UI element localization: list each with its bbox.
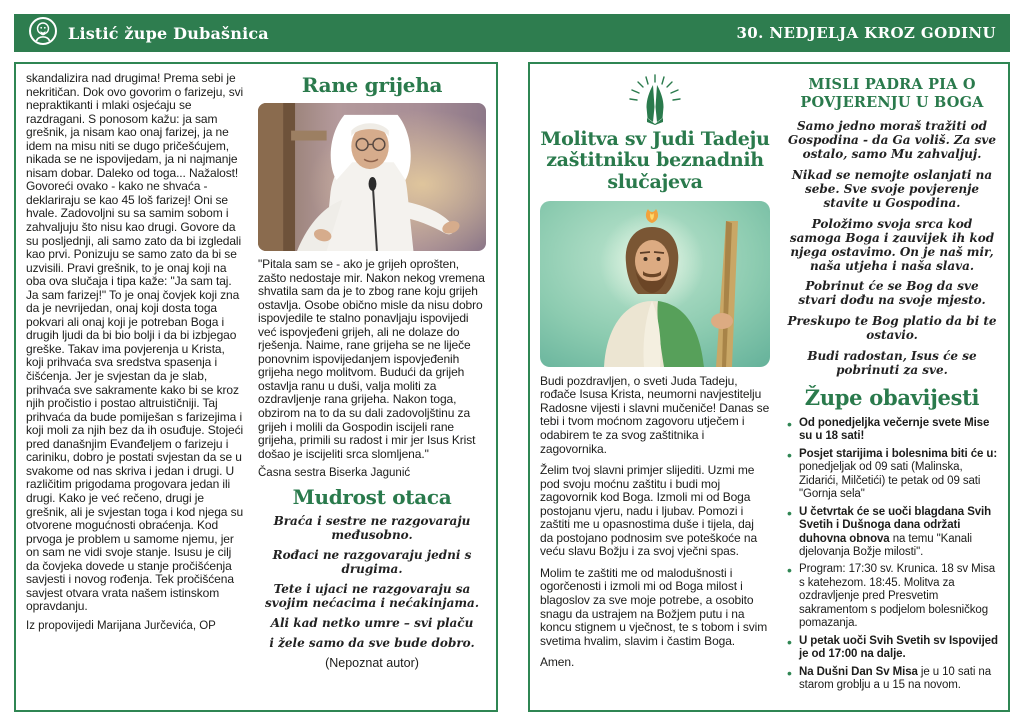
header-bar [14, 14, 1010, 52]
wisdom-line: Braća i sestre ne razgovaraju međusobno. [273, 514, 471, 543]
sunday-title: 30. NEDJELJA KROZ GODINU [736, 24, 996, 42]
padre-pio-quote: Pobrinut će se Bog da sve stvari dođu na svoje mjesto. [798, 279, 986, 308]
parish-saint-logo-icon [28, 16, 58, 51]
announcement-list [786, 417, 998, 693]
padre-pio-quote: Budi radostan, Isus će se pobrinuti za sve. [807, 349, 977, 377]
wisdom-author: (Nepoznat autor) [325, 656, 419, 671]
wisdom-line: Ali kad netko umre – svi plaču [270, 615, 474, 630]
sermon-column [26, 72, 244, 702]
padre-pio-quote: Preskupo te Bog platio da bi te ostavio. [787, 314, 997, 343]
announcement-item: • Na Dušni Dan Sv Misa je u 10 sati na starom groblju a u 15 na novom. [799, 666, 998, 693]
padre-pio-quote: Nikad se nemojte oslanjati na sebe. Sve svoje povjerenje stavite u Gospodina. [791, 168, 993, 210]
prayer-paragraph: Želim tvoj slavni primjer slijediti. Uzmi me pod svoju moćnu zaštitu i budi moj zagovornik kod Boga. Izmoli mi od Boga postojanu vjeru, nadu i ljubav. Pomozi i zaštiti me u opasnostima duše i tijela, daj da postojano podnosim sve poteškoće na veću slavu Božju i za svoj vječni spas. [540, 463, 758, 559]
padre-pio-title: MISLI PADRA PIA O POVJERENJU U BOGA [800, 76, 984, 111]
notices-column [786, 72, 998, 702]
sermon-attribution: Iz propovijedi Marijana Jurčevića, OP [26, 619, 216, 632]
section-title-zupe-obavijesti: Župe obavijesti [804, 384, 980, 410]
announcement-item: • Program: 17:30 sv. Krunica. 18 sv Misa s katehezom. 18:45. Molitva za ozdravljenje pred Presvetim sakramentom s podjelom bolesničkog pomazanja. [799, 563, 998, 630]
nun-photo [258, 103, 486, 251]
prayer-title: Molitva sv Judi Tadeju zaštitniku beznadnih slučajeva [540, 128, 770, 193]
wisdom-line: Rođaci ne razgovaraju jedni s drugima. [272, 548, 472, 576]
prayer-paragraph: Molim te zaštiti me od malodušnosti i ogorčenosti i izmoli mi od Boga milost i blagoslov za sve moje potrebe, a osobito snagu da ustrajem na Božjem putu i na koncu stignem u vječnost, te s tobom i svim svetima hvalim, slavim i častim Boga. [540, 565, 768, 648]
wisdom-line: i žele samo da sve bude dobro. [269, 635, 475, 650]
sermon-text: skandalizira nad drugima! Prema sebi je nekritičan. Dok ovo govorim o farizeju, svi nepraktikanti i mlaki osjećaju se razdragani. S ponosom kažu: ja sam grešnik, ja nisam kao onaj farizej, ja ne idem na misu niti se dugo pričešćujem, nikada se ne ispovijedam, ja ni najmanje nisam dobar. Daleko od toga... Nažalost! Govoreći ovako - kako ne shvaća - deklariraju se kao 45 loš farizej! Oni se hvale. Zadovoljni su sa samim sobom i zahvaljuju što nisu kao drugi. Govore da su posljednji, ali samo zato da bi izgledali kao prvi. Ponizuju se samo zato da bi se uzvisili. Pravi grešnik, to je onaj koji na oba ova slučaja i tipa kaže: "Ja sam taj. Ja sam farizej!" To je onaj čovjek koji zna da je nevrijedan, onaj koji dosta toga pokvari ali onaj koji je potreban Boga i drugih ljudi da bi bio bolji i da bi izbjegao greške. Takav ima povjerenja u Krista, koji prihvaća sva sredstva spasenja i čišćenja. Jer je svjestan da je slab, prihvaća sve sakramente kako bi se kroz njih pročistio i postao altruističniji. Taj prihvaća da bude pomiješan s farizejima i koji moli za njih bez da ih osuđuje. Stojeći pred današnjim Evanđeljem o farizeju i cariniku, dobro je postati svjestan da se u svakome od nas skriva i jedan i drugi. U različitim prigodama progovara jedan ili drugi. Kako je već rečeno, drugi je grešnik, ali je svjestan toga i kod njega su otvorene mogućnosti obraćenja. Kod prvoga je problem u samome njemu, jer on sam ne vidi svoje stanje. Isusu je cilj da čovjeka dovede u stanje pročišćenja savjesti i novog rođenja. Tek pročišćena savjest otvara vrata našem istinskom opravdanju. [26, 71, 244, 614]
section-title-mudrost-otaca: Mudrost otaca [292, 485, 452, 510]
st-jude-image [540, 201, 770, 367]
announcement-item: • Posjet starijima i bolesnima biti će u: ponedjeljak od 09 sati (Malinska, Zidarići, Milčetići) te petak od 09 sati "Gornja sela" [799, 448, 998, 502]
announcement-item: • U četvrtak će se uoči blagdana Svih Svetih i Dušnoga dana održati duhovna obnova na temu "Kanali djelovanja Božje milosti". [799, 506, 998, 560]
wisdom-line: Tete i ujaci ne razgovaraju sa svojim nećacima i nećakinjama. [264, 581, 479, 610]
praying-hands-icon [540, 73, 770, 125]
announcement-item: • U petak uoči Svih Svetih sv Ispovijed je od 17:00 na dalje. [799, 635, 998, 662]
prayer-paragraph: Budi pozdravljen, o sveti Juda Tadeju, rođače Isusa Krista, neumorni navjestitelju Radosne vijesti i slavni mučeniče! Danas se tebi i tvom moćnom zagovoru utječem i odabirem te za svog zaštitnika i zagovornika. [540, 373, 770, 456]
announcement-item: • Od ponedjeljka večernje svete Mise su u 18 sati! [799, 417, 998, 444]
prayer-column [540, 72, 770, 702]
brand [28, 16, 269, 51]
prayer-amen: Amen. [540, 655, 575, 670]
section-title-rane-grijeha: Rane grijeha [301, 73, 443, 97]
right-page [528, 62, 1010, 712]
padre-pio-quote: Samo jedno moraš tražiti od Gospodina - da Ga voliš. Za sve ostalo, samo Mu zahvaljuj. [787, 119, 996, 162]
bulletin-title: Listić župe Dubašnica [68, 23, 269, 43]
padre-pio-quote: Položimo svoja srca kod samoga Boga i zauvijek ih kod njega ostavimo. On je naš mir, naša utjeha i naša slava. [789, 216, 995, 273]
nun-attribution: Časna sestra Biserka Jagunić [258, 467, 411, 480]
wounds-of-sin-column [258, 72, 486, 702]
nun-quote-text: "Pitala sam se - ako je grijeh oprošten, zašto nedostaje mir. Nakon nekog vremena shvatila sam da je to zbog rane koju grijeh ostavlja. Osobe obično misle da nisu dobro ispovjedile te stalno ponavljaju ispovijedi već ispovjeđeni grijeh, ali ne dolaze do rješenja. Naime, rane grijeha se ne liječe ponovnim ispovijedanjem ispovjeđenih grijeha nego molitvom. Budući da grijeh ostavlja ranu u duši, valja moliti za ozdravljenje rana grijeha. Nakon toga, obzirom na to da su dali zadovoljštinu za grijeh i molili da Gospodin iscijeli rane grijeha, primili su radost i mir jer Isus Krist došao je iscijeliti srca slomljena." [258, 257, 485, 461]
left-page [14, 62, 498, 712]
